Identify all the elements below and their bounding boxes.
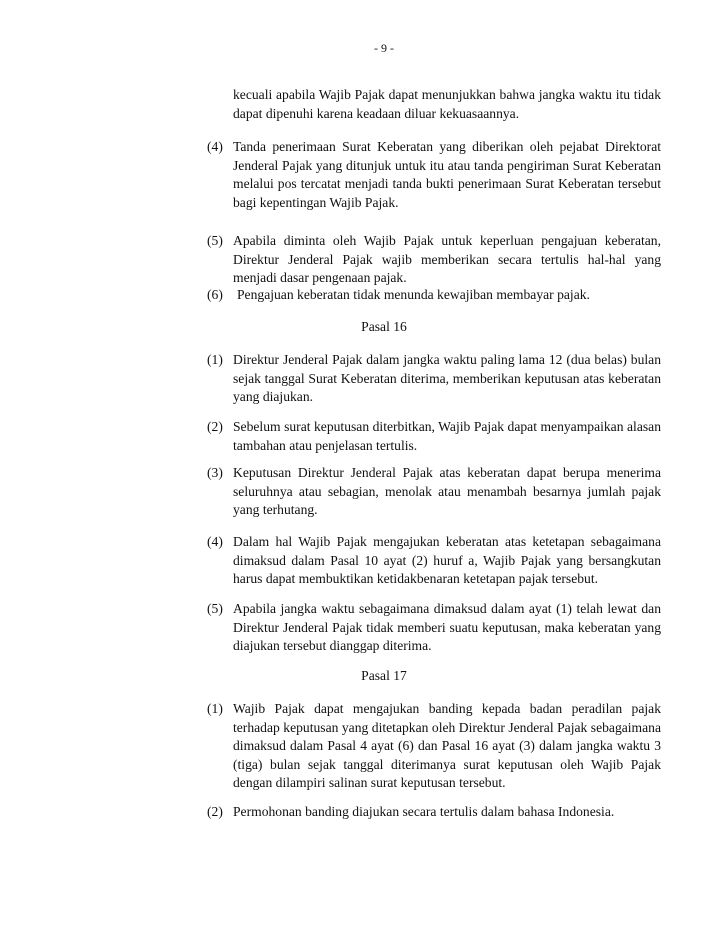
item-text: Direktur Jenderal Pajak dalam jangka waktu paling lama 12 (dua belas) bulan sejak tanggal Surat Keberatan diterima, memberikan keputusan atas keberatan yang diajukan. xyxy=(233,352,661,404)
item-number: (1) xyxy=(207,352,223,367)
item-text: Tanda penerimaan Surat Keberatan yang diberikan oleh pejabat Direktorat Jenderal Pajak yang ditunjuk untuk itu atau tanda pengiriman Surat Keberatan melalui pos tercatat menjadi tanda bukti penerimaan Surat Keberatan tersebut bagi kepentingan Wajib Pajak. xyxy=(233,139,661,210)
pasal16-item-2 xyxy=(207,418,661,455)
item-text: Permohonan banding diajukan secara tertulis dalam bahasa Indonesia. xyxy=(233,804,615,819)
pasal15-item-5 xyxy=(207,232,661,288)
pasal16-item-3 xyxy=(207,464,661,520)
pasal17-item-1 xyxy=(207,700,661,793)
pasal15-item-4 xyxy=(207,138,661,212)
item-number: (5) xyxy=(207,601,223,616)
item-text: Sebelum surat keputusan diterbitkan, Wajib Pajak dapat menyampaikan alasan tambahan atau penjelasan tertulis. xyxy=(233,419,661,453)
pasal15-continuation xyxy=(207,86,661,123)
item-number: (2) xyxy=(207,804,223,819)
pasal17-heading: Pasal 17 xyxy=(361,668,407,683)
item-number: (6) xyxy=(207,287,223,302)
item-number: (5) xyxy=(207,233,223,248)
item-text: Wajib Pajak dapat mengajukan banding kepada badan peradilan pajak terhadap keputusan yang ditetapkan oleh Direktur Jenderal Pajak sebagaimana dimaksud dalam Pasal 4 ayat (6) dan Pasal 16 ayat (3) dalam jangka waktu 3 (tiga) bulan sejak tanggal diterimanya surat keputusan oleh Wajib Pajak dengan dilampiri salinan surat keputusan tersebut. xyxy=(233,701,661,790)
pasal16-item-4 xyxy=(207,533,661,589)
item-text: Apabila diminta oleh Wajib Pajak untuk keperluan pengajuan keberatan, Direktur Jenderal Pajak wajib memberikan secara tertulis hal-hal yang menjadi dasar pengenaan pajak. xyxy=(233,233,661,285)
item-text: Apabila jangka waktu sebagaimana dimaksud dalam ayat (1) telah lewat dan Direktur Jenderal Pajak tidak memberi suatu keputusan, maka keberatan yang diajukan tersebut dianggap diterima. xyxy=(233,601,661,653)
paragraph-text: kecuali apabila Wajib Pajak dapat menunjukkan bahwa jangka waktu itu tidak dapat dipenuhi karena keadaan diluar kekuasaannya. xyxy=(233,87,661,121)
item-number: (1) xyxy=(207,701,223,716)
item-text: Dalam hal Wajib Pajak mengajukan keberatan atas ketetapan sebagaimana dimaksud dalam Pasal 10 ayat (2) huruf a, Wajib Pajak yang bersangkutan harus dapat membuktikan ketidakbenaran ketetapan pajak tersebut. xyxy=(233,534,661,586)
pasal16-item-5 xyxy=(207,600,661,656)
item-text: Keputusan Direktur Jenderal Pajak atas keberatan dapat berupa menerima seluruhnya atau sebagian, menolak atau menambah besarnya jumlah pajak yang terhutang. xyxy=(233,465,661,517)
item-number: (4) xyxy=(207,139,223,154)
pasal15-item-6 xyxy=(207,286,661,305)
pasal17-item-2 xyxy=(207,803,661,822)
item-number: (3) xyxy=(207,465,223,480)
item-number: (4) xyxy=(207,534,223,549)
item-text: Pengajuan keberatan tidak menunda kewajiban membayar pajak. xyxy=(237,287,590,302)
pasal16-item-1 xyxy=(207,351,661,407)
pasal16-heading: Pasal 16 xyxy=(361,319,407,334)
item-number: (2) xyxy=(207,419,223,434)
page-number: - 9 - xyxy=(374,41,394,55)
